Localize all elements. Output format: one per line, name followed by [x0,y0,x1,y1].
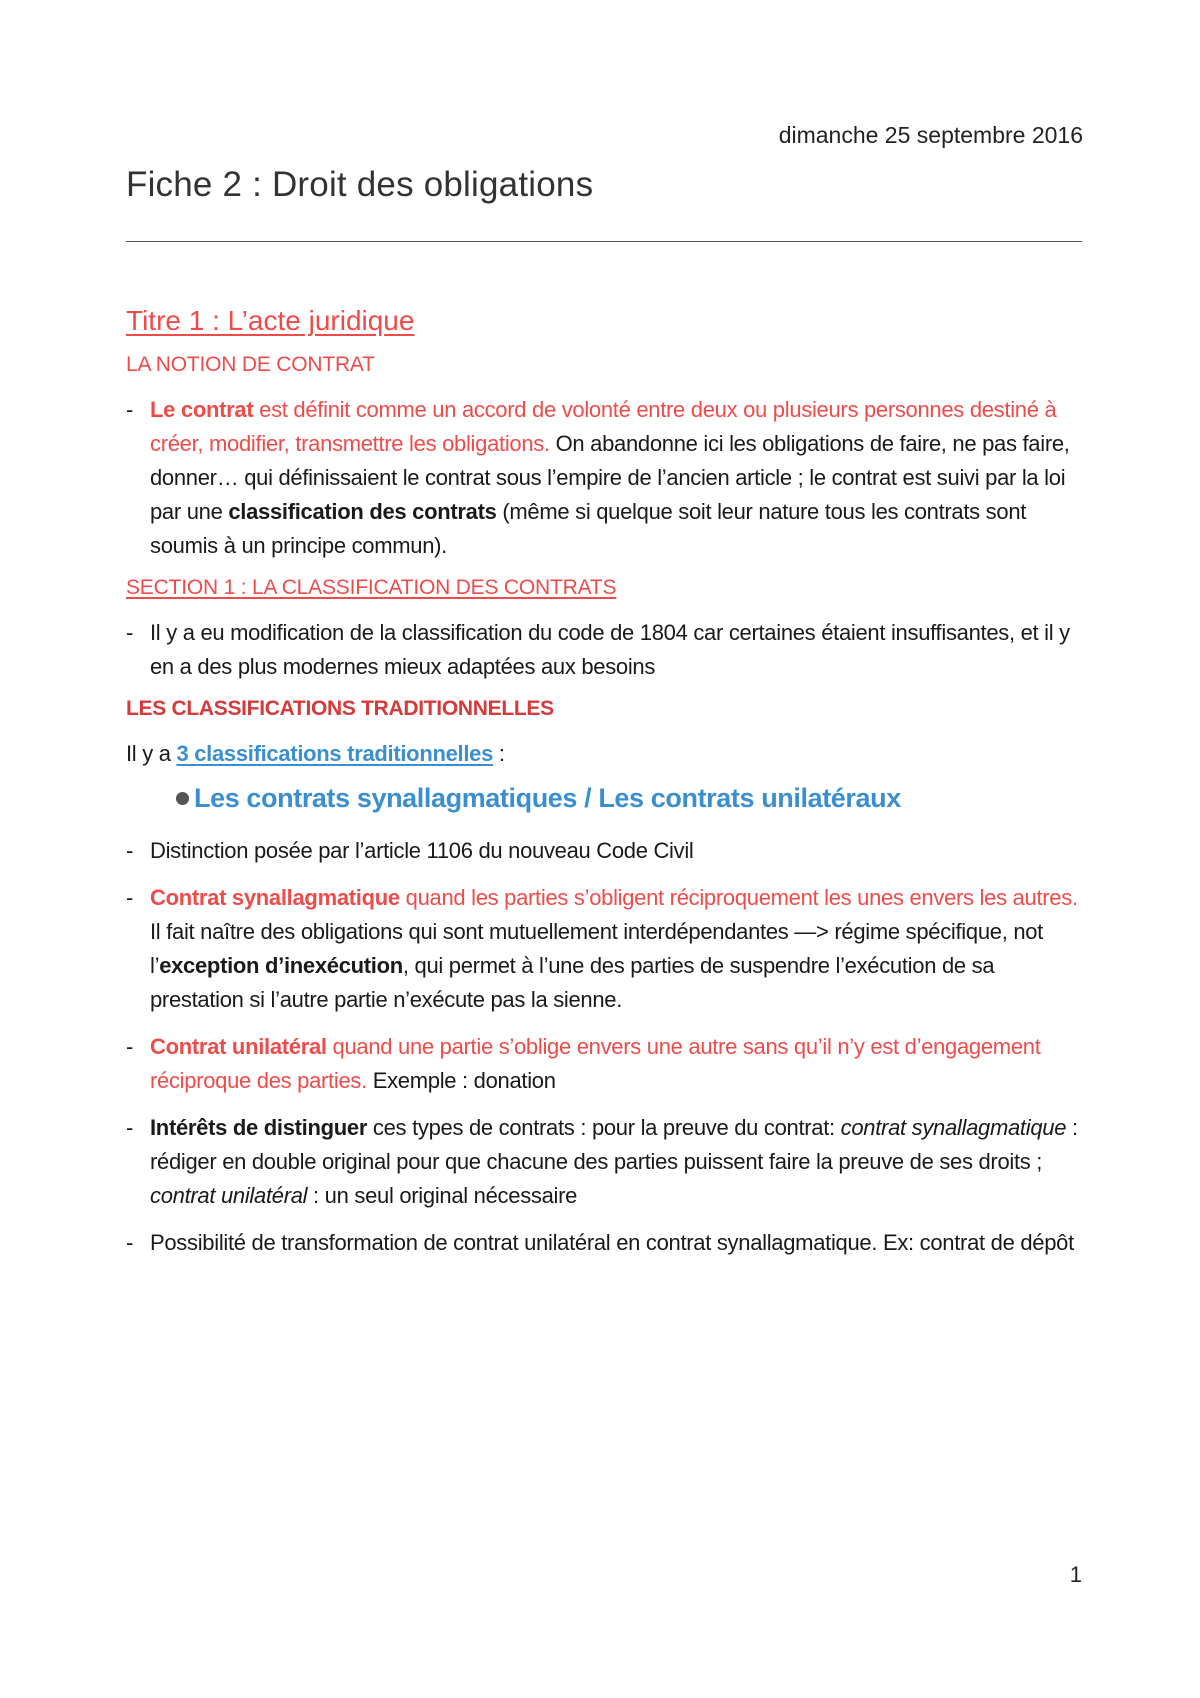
list-item [126,1111,1086,1213]
body-text: On abandonne ici les obligations de faire, ne pas faire, donner… qui définissaient le contrat sous l’empire de l’ancien article ; le contrat est suivi par la loi par une [150,431,1070,524]
document-body [126,305,1086,1273]
body-text: (même si quelque soit leur nature tous les contrats sont soumis à un principe commun). [150,499,1027,558]
dash-marker: - [126,885,134,910]
definition-text: quand une partie s’oblige envers une autre sans qu’il n’y est d’engagement réciproque des parties. [150,1034,1041,1093]
synallagmatique-subheading [176,783,1086,814]
document-date: dimanche 25 septembre 2016 [778,122,1083,148]
body-text: Possibilité de transformation de contrat unilatéral en contrat synallagmatique. Ex: contrat de dépôt [150,1230,1074,1255]
term-bold: classification des contrats [228,499,497,524]
body-text: : un seul original nécessaire [307,1183,578,1208]
term-bold: Contrat synallagmatique [150,885,400,910]
list-item [126,881,1086,1017]
term-bold: exception d’inexécution [159,953,403,978]
dash-marker: - [126,1230,134,1255]
dash-marker: - [126,1115,134,1140]
body-text: Exemple : donation [366,1068,556,1093]
list-item [126,1030,1086,1098]
list-item [126,616,1086,684]
section1-heading: SECTION 1 : LA CLASSIFICATION DES CONTRATS [126,576,617,599]
title-divider [126,241,1082,242]
italic-term: contrat synallagmatique [840,1115,1067,1140]
definition-text: est définit comme un accord de volonté entre deux ou plusieurs personnes destiné à créer, modifier, transmettre les obligations. [150,397,1057,456]
term-bold: Le contrat [150,397,254,422]
body-text: , qui permet à l’une des parties de suspendre l’exécution de sa prestation si l’autre partie n’exécute pas la sienne. [150,953,995,1012]
trad-heading: LES CLASSIFICATIONS TRADITIONNELLES [126,697,554,720]
dash-marker: - [126,620,134,645]
body-text: Il fait naître des obligations qui sont mutuellement interdépendantes —> régime spécifique, not l’ [150,919,1043,978]
notion-heading: LA NOTION DE CONTRAT [126,353,375,376]
classifications-link[interactable]: 3 classifications traditionnelles [176,741,494,766]
dash-marker: - [126,397,134,422]
subheading-text: Les contrats synallagmatiques / Les contrats unilatéraux [194,783,901,813]
definition-text: quand les parties s’obligent réciproquement les unes envers les autres. [399,885,1078,910]
list-item [126,834,1086,868]
titre-heading: Titre 1 : L’acte juridique [126,305,415,336]
dash-marker: - [126,1034,134,1059]
body-text: : rédiger en double original pour que chacune des parties puissent faire la preuve de ses droits ; [150,1115,1078,1174]
body-text: Distinction posée par l’article 1106 du nouveau Code Civil [150,838,694,863]
dash-marker: - [126,838,134,863]
italic-term: contrat unilatéral [150,1183,308,1208]
body-text: : [493,741,505,766]
page-number: 1 [1069,1562,1082,1587]
document-title: Fiche 2 : Droit des obligations [126,165,594,204]
list-item [126,1226,1086,1260]
trad-intro [126,741,1086,767]
body-text: Il y a eu modification de la classification du code de 1804 car certaines étaient insuffisantes, et il y en a des plus modernes mieux adaptées aux besoins [150,620,1070,679]
list-item [126,393,1086,563]
body-text: ces types de contrats : pour la preuve du contrat: [367,1115,841,1140]
term-bold: Intérêts de distinguer [150,1115,368,1140]
bullet-dot-icon [176,792,189,805]
term-bold: Contrat unilatéral [150,1034,327,1059]
body-text: Il y a [126,741,177,766]
